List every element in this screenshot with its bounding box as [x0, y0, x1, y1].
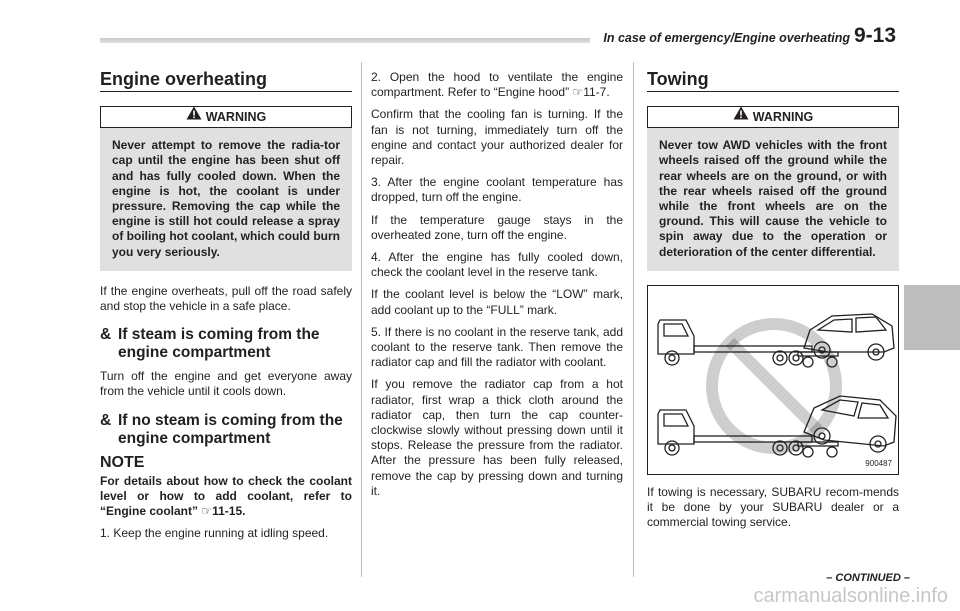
figure-id: 900487: [865, 458, 892, 468]
column-middle: [371, 70, 623, 506]
prohibition-sign-icon: [712, 324, 836, 448]
warning-triangle-icon: [733, 106, 749, 126]
continued-label: – CONTINUED –: [826, 572, 910, 584]
section-mark-icon: &: [100, 326, 112, 344]
column-divider: [361, 62, 362, 577]
warning-box: [100, 106, 352, 271]
paragraph: If the engine overheats, pull off the road safely and stop the vehicle in a safe place.: [100, 283, 352, 314]
warning-header: [100, 106, 352, 128]
column-right: [647, 62, 899, 537]
section-title-engine-overheating: Engine overheating: [100, 72, 352, 92]
warning-label: WARNING: [752, 110, 814, 125]
paragraph: If the coolant level is below the “LOW” mark, add coolant up to the “FULL” mark.: [371, 287, 623, 317]
step-5: 5. If there is no coolant in the reserve tank, add coolant to the reserve tank. Then remove the radiator cap and fill the radiator with coolant.: [371, 324, 623, 370]
paragraph: If towing is necessary, SUBARU recom-mends it be done by your SUBARU dealer or a commercial towing service.: [647, 484, 899, 530]
section-mark-icon: &: [100, 411, 112, 429]
step-3: 3. After the engine coolant temperature has dropped, turn off the engine.: [371, 175, 623, 205]
warning-text: Never tow AWD vehicles with the front wheels raised off the ground while the rear wheels are on the ground, or with the rear wheels raised off the ground while the front wheels are on the ground. This will cause the vehicle to spin away due to the operation or deterioration of the center differential.: [659, 138, 887, 259]
note-text: For details about how to check the coolant level or how to add coolant, refer to “Engine coolant” ☞11-15.: [100, 473, 352, 519]
subheading-no-steam: [100, 412, 352, 448]
page-number: 9-13: [854, 24, 897, 47]
section-title-towing: Towing: [647, 72, 899, 92]
step-2: 2. Open the hood to ventilate the engine compartment. Refer to “Engine hood” ☞11-7.: [371, 70, 623, 100]
watermark: carmanualsonline.info: [753, 585, 948, 607]
warning-header: [647, 106, 899, 128]
paragraph: If you remove the radiator cap from a hot radiator, first wrap a thick cloth around the radiator cap, then turn the cap counter-clockwise slowly without pressing down until it stops. Release the pressure from the radiator. After the pressure has been fully released, remove the cap by pressing down and turning it.: [371, 377, 623, 498]
towing-illustration: [647, 285, 899, 475]
warning-label: WARNING: [205, 110, 267, 125]
running-header-title: In case of emergency/Engine overheating: [603, 31, 850, 45]
step-1: 1. Keep the engine running at idling speed.: [100, 526, 329, 541]
paragraph: If the temperature gauge stays in the overheated zone, turn off the engine.: [371, 212, 623, 242]
warning-box: [647, 106, 899, 271]
warning-triangle-icon: [186, 106, 202, 126]
note-heading: NOTE: [100, 453, 145, 471]
warning-text: Never attempt to remove the radia-tor cap until the engine has been shut off and has fully cooled down. When the engine is hot, the coolant is under pressure. Removing the cap while the engine is still hot could release a spray of boiling hot coolant, which could burn you very seriously.: [112, 138, 340, 259]
subheading-text: If no steam is coming from the engine compartment: [118, 411, 343, 447]
tow-truck-drawing: [648, 286, 900, 474]
paragraph: Turn off the engine and get everyone away from the vehicle until it cools down.: [100, 369, 352, 399]
header-rule: [100, 38, 590, 43]
chapter-side-tab: [904, 285, 960, 350]
step-4: 4. After the engine has fully cooled down, check the coolant level in the reserve tank.: [371, 250, 623, 280]
subheading-steam: [100, 326, 352, 362]
paragraph: Confirm that the cooling fan is turning. If the fan is not turning, immediately turn off the engine and contact your authorized dealer for repair.: [371, 107, 623, 168]
column-divider: [633, 62, 634, 577]
subheading-text: If steam is coming from the engine compartment: [118, 326, 320, 362]
column-left: [100, 62, 352, 549]
